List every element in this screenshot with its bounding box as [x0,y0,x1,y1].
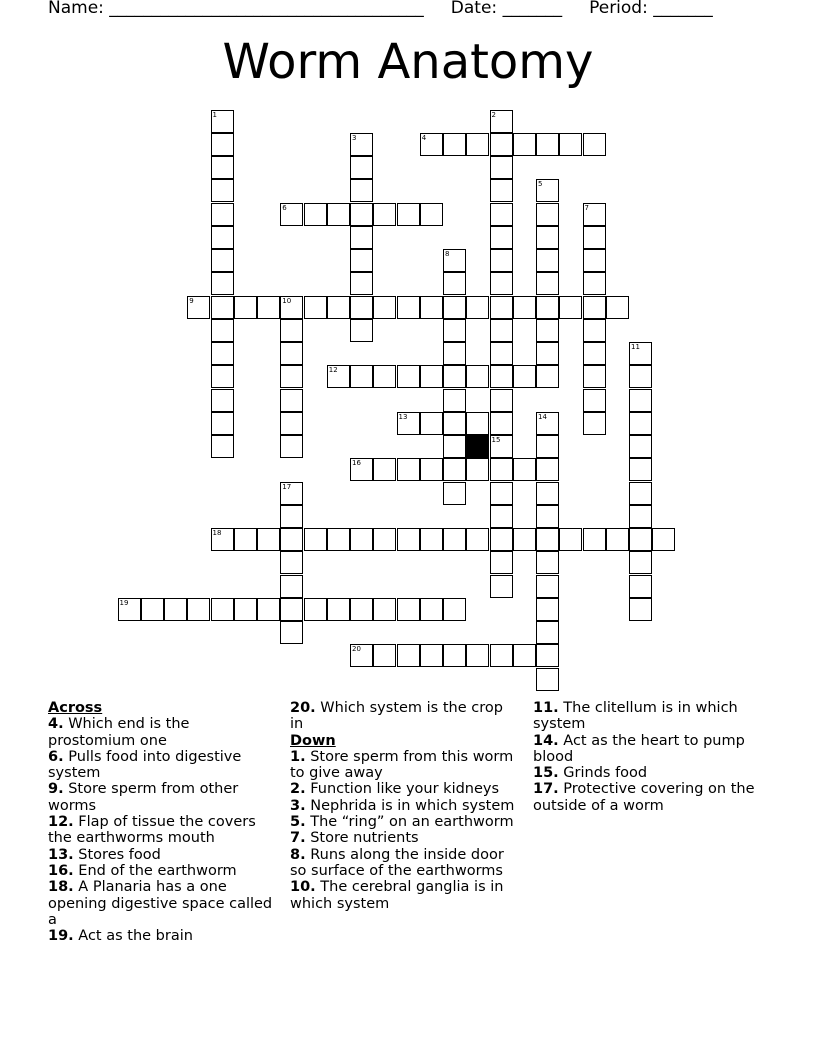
grid-cell[interactable] [559,296,582,319]
grid-cell[interactable] [583,226,606,249]
across-clue-12: 12. Flap of tissue the covers the earthworms mouth [48,814,256,847]
clue-number: 16 [352,459,361,468]
grid-cell[interactable] [211,319,234,342]
grid-cell[interactable] [536,133,559,156]
grid-cell[interactable] [466,412,489,435]
grid-cell[interactable] [420,528,443,551]
grid-cell[interactable] [490,482,513,505]
grid-cell[interactable] [536,435,559,458]
down-clue-1: 1. Store sperm from this worm to give away [290,748,514,782]
grid-cell[interactable] [559,528,582,551]
across-clue-13: 13. Stores food [48,846,161,863]
clue-number: 9 [189,296,194,305]
grid-cell[interactable] [536,296,559,319]
grid-cell[interactable] [350,203,373,226]
grid-cell[interactable] [350,133,373,156]
grid-cell[interactable] [583,342,606,365]
grid-cell[interactable] [420,133,443,156]
grid-cell[interactable] [536,528,559,551]
grid-cell[interactable] [397,598,420,621]
grid-cell[interactable] [466,133,489,156]
clues-column-1 [48,700,278,944]
grid-cell[interactable] [629,482,652,505]
grid-cell[interactable] [536,203,559,226]
grid-cell[interactable] [536,179,559,202]
grid-cell[interactable] [583,365,606,388]
grid-cell[interactable] [466,296,489,319]
grid-cell[interactable] [397,365,420,388]
grid-cell[interactable] [490,528,513,551]
grid-cell[interactable] [490,389,513,412]
grid-cell[interactable] [536,551,559,574]
clue-number: 2 [491,110,496,119]
grid-cell[interactable] [350,528,373,551]
clue-number: 13 [398,412,408,421]
down-clue-14: 14. Act as the heart to pump blood [533,732,745,765]
grid-cell[interactable] [466,458,489,481]
grid-cell[interactable] [536,621,559,644]
down-clue-7: 7. Store nutrients [290,830,419,847]
grid-cell[interactable] [443,272,466,295]
grid-cell[interactable] [211,296,234,319]
grid-cell[interactable] [280,296,303,319]
grid-cell[interactable] [280,365,303,388]
down-heading: Down [290,732,336,749]
grid-cell[interactable] [629,598,652,621]
grid-cell[interactable] [490,133,513,156]
clue-number: 4 [421,133,427,142]
grid-cell[interactable] [536,226,559,249]
grid-cell[interactable] [490,179,513,202]
grid-cell[interactable] [397,296,420,319]
grid-cell[interactable] [350,156,373,179]
grid-cell[interactable] [583,389,606,412]
grid-cell[interactable] [234,528,257,551]
grid-cell[interactable] [536,342,559,365]
grid-cell[interactable] [327,528,350,551]
grid-cell[interactable] [443,458,466,481]
grid-cell[interactable] [536,412,559,435]
grid-cell[interactable] [373,458,396,481]
clue-number: 8 [445,250,450,258]
grid-cell[interactable] [280,575,303,598]
across-clue-18: 18. A Planaria has a one opening digestive space called a [48,879,273,928]
grid-cell[interactable] [211,226,234,249]
down-clue-8: 8. Runs along the inside door so surface of the earthworms [290,846,504,879]
grid-cell[interactable] [629,528,652,551]
grid-cell[interactable] [350,644,373,667]
grid-cell[interactable] [280,505,303,528]
down-clue-5: 5. The “ring” on an earthworm [290,814,514,831]
grid-cell[interactable] [536,505,559,528]
clue-number: 19 [119,598,129,607]
grid-cell[interactable] [257,296,280,319]
across-clue-9: 9. Store sperm from other worms [48,781,239,814]
grid-cell[interactable] [211,156,234,179]
grid-cell[interactable] [304,528,327,551]
page-title: Worm Anatomy [222,34,594,90]
grid-cell[interactable] [443,296,466,319]
down-clue-10: 10. The cerebral ganglia is in which system [290,879,504,912]
grid-cell[interactable] [304,296,327,319]
grid-cell[interactable] [629,342,652,365]
grid-cell[interactable] [443,528,466,551]
grid-cell[interactable] [559,133,582,156]
grid-cell[interactable] [420,598,443,621]
clue-number: 12 [328,366,338,375]
grid-cell[interactable] [373,644,396,667]
grid-cell[interactable] [490,644,513,667]
down-clue-15: 15. Grinds food [533,765,648,782]
grid-cell[interactable] [536,249,559,272]
grid-cell[interactable] [490,435,513,458]
grid-cell[interactable] [490,342,513,365]
grid-cell[interactable] [536,668,559,691]
grid-cell[interactable] [490,319,513,342]
grid-cell[interactable] [443,435,466,458]
grid-cell[interactable] [490,110,513,133]
grid-cell[interactable] [141,598,164,621]
grid-cell[interactable] [280,319,303,342]
grid-cell[interactable] [187,296,210,319]
grid-cell[interactable] [118,598,141,621]
grid-cell[interactable] [513,458,536,481]
grid-cell[interactable] [257,528,280,551]
grid-cell[interactable] [164,598,187,621]
clue-number: 20 [352,645,361,654]
clue-number: 18 [212,529,222,537]
grid-cell[interactable] [211,179,234,202]
grid-cell[interactable] [629,575,652,598]
clue-number: 15 [491,436,501,444]
grid-cell[interactable] [350,249,373,272]
clue-number: 1 [212,110,217,119]
grid-cell[interactable] [373,598,396,621]
grid-cell[interactable] [397,458,420,481]
down-clue-17: 17. Protective covering on the outside of a worm [533,781,755,814]
grid-cell[interactable] [397,412,420,435]
grid-cell[interactable] [373,365,396,388]
clue-number: 3 [352,133,357,142]
grid-cell[interactable] [211,389,234,412]
across-clue-19: 19. Act as the brain [48,928,193,945]
grid-cell[interactable] [513,133,536,156]
grid-cell[interactable] [327,598,350,621]
grid-cell[interactable] [513,528,536,551]
grid-cell[interactable] [350,458,373,481]
clue-number: 6 [282,203,287,212]
grid-cell[interactable] [304,598,327,621]
down-clue-2: 2. Function like your kidneys [290,781,500,798]
grid-cell[interactable] [211,272,234,295]
grid-cell[interactable] [280,389,303,412]
across-clue-6: 6. Pulls food into digestive system [48,748,242,782]
grid-cell[interactable] [583,528,606,551]
grid-cell[interactable] [490,505,513,528]
grid-cell[interactable] [350,179,373,202]
grid-cell[interactable] [513,644,536,667]
grid-cell[interactable] [397,644,420,667]
grid-cell[interactable] [583,203,606,226]
grid-cell[interactable] [466,644,489,667]
grid-cell[interactable] [490,249,513,272]
grid-cell[interactable] [327,296,350,319]
grid-cell[interactable] [490,575,513,598]
grid-cell[interactable] [211,110,234,133]
grid-cell[interactable] [583,319,606,342]
grid-cell[interactable] [350,319,373,342]
grid-cell[interactable] [466,528,489,551]
grid-cell[interactable] [211,598,234,621]
grid-cell[interactable] [211,365,234,388]
clues-column-3 [533,700,763,814]
grid-cell[interactable] [327,365,350,388]
grid-cell[interactable] [443,412,466,435]
grid-cell[interactable] [420,458,443,481]
grid-cell[interactable] [536,482,559,505]
down-clue-11: 11. The clitellum is in which system [533,700,738,733]
grid-cell[interactable] [583,412,606,435]
grid-cell[interactable] [443,482,466,505]
grid-cell[interactable] [490,412,513,435]
grid-cell[interactable] [420,365,443,388]
grid-cell[interactable] [373,296,396,319]
grid-cell[interactable] [443,133,466,156]
grid-cell[interactable] [280,528,303,551]
grid-cell[interactable] [350,226,373,249]
grid-cell[interactable] [211,412,234,435]
down-clue-3: 3. Nephrida is in which system [290,797,515,814]
grid-cell[interactable] [536,319,559,342]
grid-cell[interactable] [304,203,327,226]
grid-cell[interactable] [280,551,303,574]
grid-cell[interactable] [490,226,513,249]
grid-cell[interactable] [443,389,466,412]
grid-cell[interactable] [234,598,257,621]
grid-cell[interactable] [373,528,396,551]
grid-cell[interactable] [373,203,396,226]
grid-cell[interactable] [629,551,652,574]
grid-cell[interactable] [280,598,303,621]
black-cell [466,435,489,458]
grid-cell[interactable] [350,598,373,621]
grid-cell[interactable] [280,482,303,505]
grid-cell[interactable] [211,133,234,156]
grid-cell[interactable] [280,435,303,458]
grid-cell[interactable] [490,272,513,295]
grid-cell[interactable] [629,435,652,458]
across-clue-4: 4. Which end is the prostomium one [48,716,190,749]
grid-cell[interactable] [513,365,536,388]
grid-cell[interactable] [583,133,606,156]
grid-cell[interactable] [443,644,466,667]
grid-cell[interactable] [490,365,513,388]
clue-number: 10 [282,296,292,305]
grid-cell[interactable] [443,249,466,272]
grid-cell[interactable] [211,249,234,272]
grid-cell[interactable] [234,296,257,319]
grid-cell[interactable] [420,644,443,667]
grid-cell[interactable] [350,365,373,388]
grid-cell[interactable] [490,458,513,481]
grid-cell[interactable] [280,621,303,644]
across-clue-20: 20. Which system is the crop in [290,700,503,733]
grid-cell[interactable] [536,644,559,667]
grid-cell[interactable] [629,412,652,435]
grid-cell[interactable] [420,203,443,226]
grid-cell[interactable] [490,203,513,226]
clue-number: 5 [538,180,543,189]
clue-number: 11 [631,343,640,351]
grid-cell[interactable] [443,319,466,342]
grid-cell[interactable] [490,156,513,179]
across-heading: Across [48,700,103,716]
grid-cell[interactable] [629,458,652,481]
grid-cell[interactable] [350,272,373,295]
grid-cell[interactable] [583,249,606,272]
clue-number: 17 [282,482,292,491]
grid-cell[interactable] [211,203,234,226]
grid-cell[interactable] [211,342,234,365]
grid-cell[interactable] [629,389,652,412]
clues-column-2 [290,700,520,912]
grid-cell[interactable] [536,365,559,388]
grid-cell[interactable] [606,528,629,551]
grid-cell[interactable] [490,296,513,319]
grid-cell[interactable] [443,342,466,365]
grid-cell[interactable] [443,365,466,388]
grid-cell[interactable] [513,296,536,319]
grid-cell[interactable] [397,203,420,226]
grid-cell[interactable] [187,598,210,621]
grid-cell[interactable] [536,575,559,598]
grid-cell[interactable] [536,458,559,481]
grid-cell[interactable] [257,598,280,621]
grid-cell[interactable] [350,296,373,319]
grid-cell[interactable] [536,598,559,621]
grid-cell[interactable] [629,505,652,528]
grid-cell[interactable] [397,528,420,551]
grid-cell[interactable] [536,272,559,295]
grid-cell[interactable] [327,203,350,226]
grid-cell[interactable] [466,365,489,388]
grid-cell[interactable] [443,598,466,621]
grid-cell[interactable] [280,203,303,226]
grid-cell[interactable] [420,296,443,319]
grid-cell[interactable] [629,365,652,388]
grid-cell[interactable] [211,528,234,551]
grid-cell[interactable] [652,528,675,551]
clue-number: 7 [584,203,589,212]
grid-cell[interactable] [583,272,606,295]
clue-number: 14 [538,412,547,421]
grid-cell[interactable] [583,296,606,319]
student-info-line[interactable]: Name: _____________________________________ Date: _______ Period: _______ [48,0,713,18]
grid-cell[interactable] [420,412,443,435]
grid-cell[interactable] [211,435,234,458]
grid-cell[interactable] [280,342,303,365]
grid-cell[interactable] [280,412,303,435]
grid-cell[interactable] [490,551,513,574]
grid-cell[interactable] [606,296,629,319]
across-clue-16: 16. End of the earthworm [48,862,237,879]
